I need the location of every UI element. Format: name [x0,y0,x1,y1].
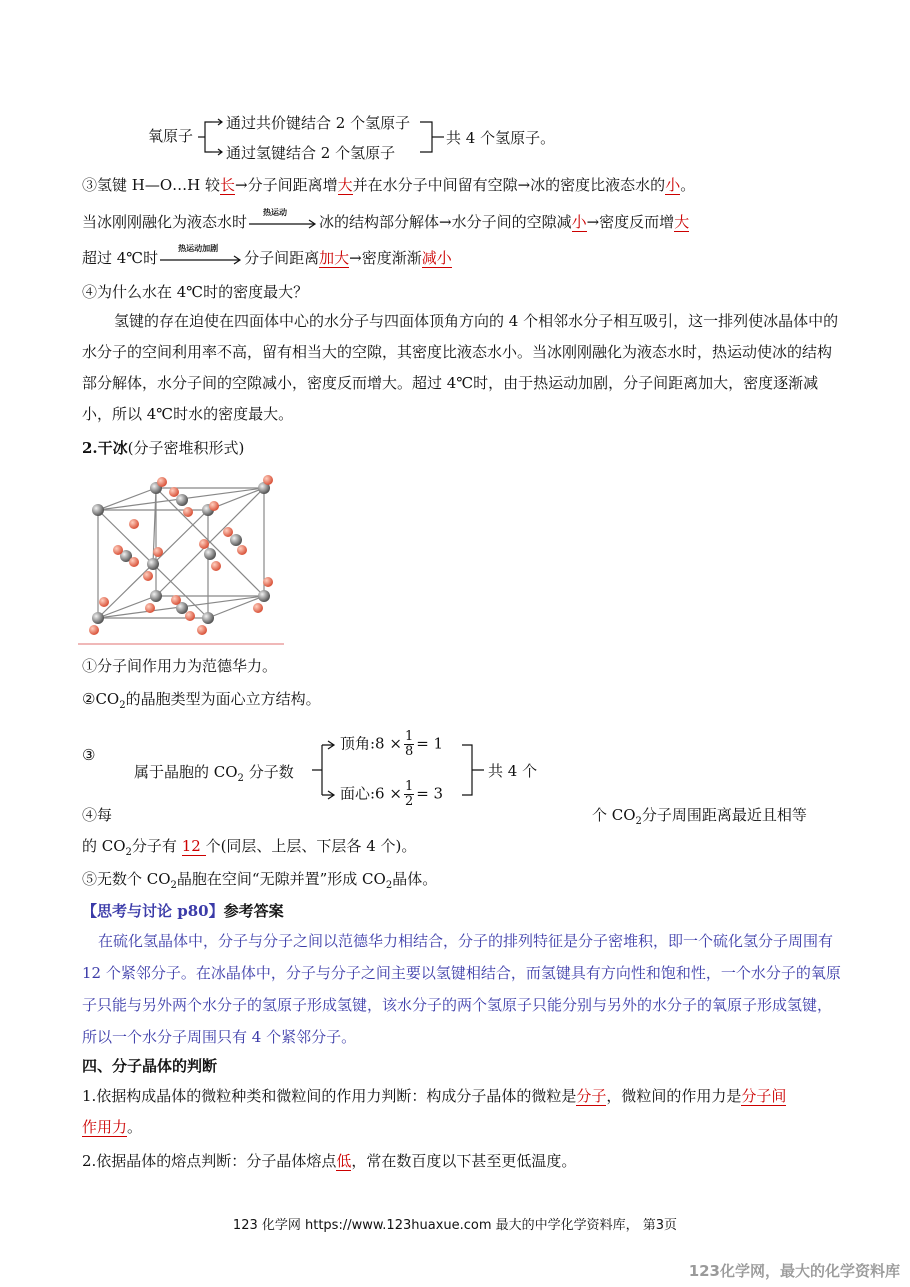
denominator: 8 [404,744,414,759]
count-brackets [0,725,910,805]
arrow-thermal-motion [247,207,319,227]
diagram-bottom-label: 通过氢键结合 2 个氢原子 [226,144,396,162]
fraction [404,730,414,759]
above-4c-line [82,243,452,268]
text: ③氢键 H—O…H 较 [82,176,220,194]
arrow-label: 热运动加剧 [178,243,219,253]
subscript: 2 [170,880,177,891]
answer-blank: 长 [220,176,236,194]
total-label: 共 4 个 [488,762,538,780]
heading-text: 参考答案 [223,902,284,920]
fraction [404,780,414,809]
text: ，常在数百度以下甚至更低温度。 [351,1152,577,1170]
text: 2.依据晶体的熔点判断：分子晶体熔点 [82,1152,337,1170]
arrow-thermal-intensify [158,243,244,263]
judgment-1 [82,1085,786,1106]
text: 的晶胞类型为面心立方结构。 [125,690,321,708]
point-marker: ③ [82,746,96,764]
corner-formula [340,730,443,759]
text: 。 [127,1118,143,1136]
dry-ice-point-2 [82,688,321,711]
text: 晶胞在空间“无隙并置”形成 CO [176,870,386,888]
judgment-2 [82,1150,576,1171]
text: →分子间距离增 [235,176,338,194]
explanation-paragraph: 氢键的存在迫使在四面体中心的水分子与四面体顶角方向的 4 个相邻水分子相互吸引，这一排列使冰晶体中的水分子的空间利用率不高，留有相当大的空隙，其密度比液态水小。当冰刚刚融化为液态水时，热运动使冰的结构部分解体，水分子间的空隙减小，密度反而增大。超过 4℃时，由于热运动加剧，分子间距离加大，密度逐渐减小，所以 4℃时水的密度最大。 [82,312,839,423]
watermark: 123化学网，最大的化学资料库 [688,1262,900,1280]
answer-blank: 减小 [421,249,452,267]
dry-ice-point-4-end [592,804,807,827]
think-heading [82,900,284,921]
page-footer: 123 化学网 https://www.123huaxue.com 最大的中学化学资料库， 第3页 [232,1218,678,1233]
dry-ice-point-5 [82,868,437,891]
answer-blank: 分子间 [741,1087,787,1105]
answer-blank: 大 [337,176,353,194]
text: 冰的结构部分解体→水分子间的空隙减 [319,213,572,231]
text: 顶角:8 × [340,734,402,753]
dry-ice-point-4-start: ④每 [82,806,113,824]
subscript: 2 [385,880,393,891]
text: 个 CO [592,806,636,824]
text: 并在水分子中间留有空隙→冰的密度比液态水的 [352,176,666,194]
judgment-1-cont [82,1116,142,1137]
diagram-top-label: 通过共价键结合 2 个氢原子 [226,114,411,132]
answer-blank: 分子 [576,1087,607,1105]
hbond-line [82,174,695,195]
question-4: ④为什么水在 4℃时的密度最大？ [82,283,309,301]
melting-line [82,207,690,232]
subscript: 2 [125,847,132,858]
section-heading: 四、分子晶体的判断 [82,1057,218,1075]
subscript: 2 [119,700,126,711]
text: 当冰刚刚融化为液态水时 [82,213,248,231]
text: 分子有 [131,837,177,855]
text: 分子间距离 [244,249,320,267]
text: = 3 [416,784,444,803]
text: 属于晶胞的 CO [134,763,238,781]
heading-number: 2.干冰 [82,439,128,457]
text: 1.依据构成晶体的微粒种类和微粒间的作用力判断：构成分子晶体的微粒是 [82,1087,577,1105]
answer-blank: 大 [674,213,690,231]
face-formula [340,780,443,809]
subscript: 2 [635,816,642,827]
answer-blank: 12 [181,837,206,855]
heading-label: 【思考与讨论 p80】 [82,902,224,920]
text: ，微粒间的作用力是 [606,1087,742,1105]
text: 的 CO [82,837,126,855]
think-answer-paragraph: 在硫化氢晶体中，分子与分子之间以范德华力相结合，分子的排列特征是分子密堆积，即一个硫化氢分子周围有 12 个紧邻分子。在冰晶体中，分子与分子之间主要以氢键相结合，而氢键具有方向性和饱和性，一个水分子的氧原子只能与另外两个水分子的氢原子形成氢键，该水分子的两个氢原子只能分别与另外的水分子的氧原子形成氢键，所以一个水分子周围只有 4 个紧邻分子。 [82,932,841,1046]
heading-text: (分子密堆积形式) [127,439,245,457]
text: = 1 [416,734,444,753]
diagram-right-label: 共 4 个氢原子。 [446,129,556,147]
dry-ice-point-4-cont [82,835,416,858]
text: 分子数 [243,763,294,781]
answer-blank: 低 [336,1152,352,1170]
text: 分子周围距离最近且相等 [641,806,807,824]
answer-blank: 小 [665,176,681,194]
text: 。 [680,176,696,194]
text: 面心:6 × [340,784,402,803]
dry-ice-point-1: ①分子间作用力为范德华力。 [82,657,278,675]
diagram-left-label: 氧原子 [148,127,194,145]
answer-blank: 作用力 [82,1118,128,1136]
answer-blank: 加大 [319,249,350,267]
denominator: 2 [404,794,414,809]
arrow-label: 热运动 [263,207,288,217]
dry-ice-heading [82,437,244,458]
text: →密度反而增 [586,213,675,231]
dry-ice-unit-cell-image [78,470,288,648]
answer-blank: 小 [571,213,587,231]
text: ⑤无数个 CO [82,870,171,888]
text: 个(同层、上层、下层各 4 个)。 [205,837,417,855]
text: ②CO [82,690,120,708]
text: 晶体。 [392,870,438,888]
text: 超过 4℃时 [82,249,159,267]
text: →密度渐渐 [349,249,422,267]
numerator: 1 [404,779,414,794]
subscript: 2 [237,773,244,784]
numerator: 1 [404,729,414,744]
